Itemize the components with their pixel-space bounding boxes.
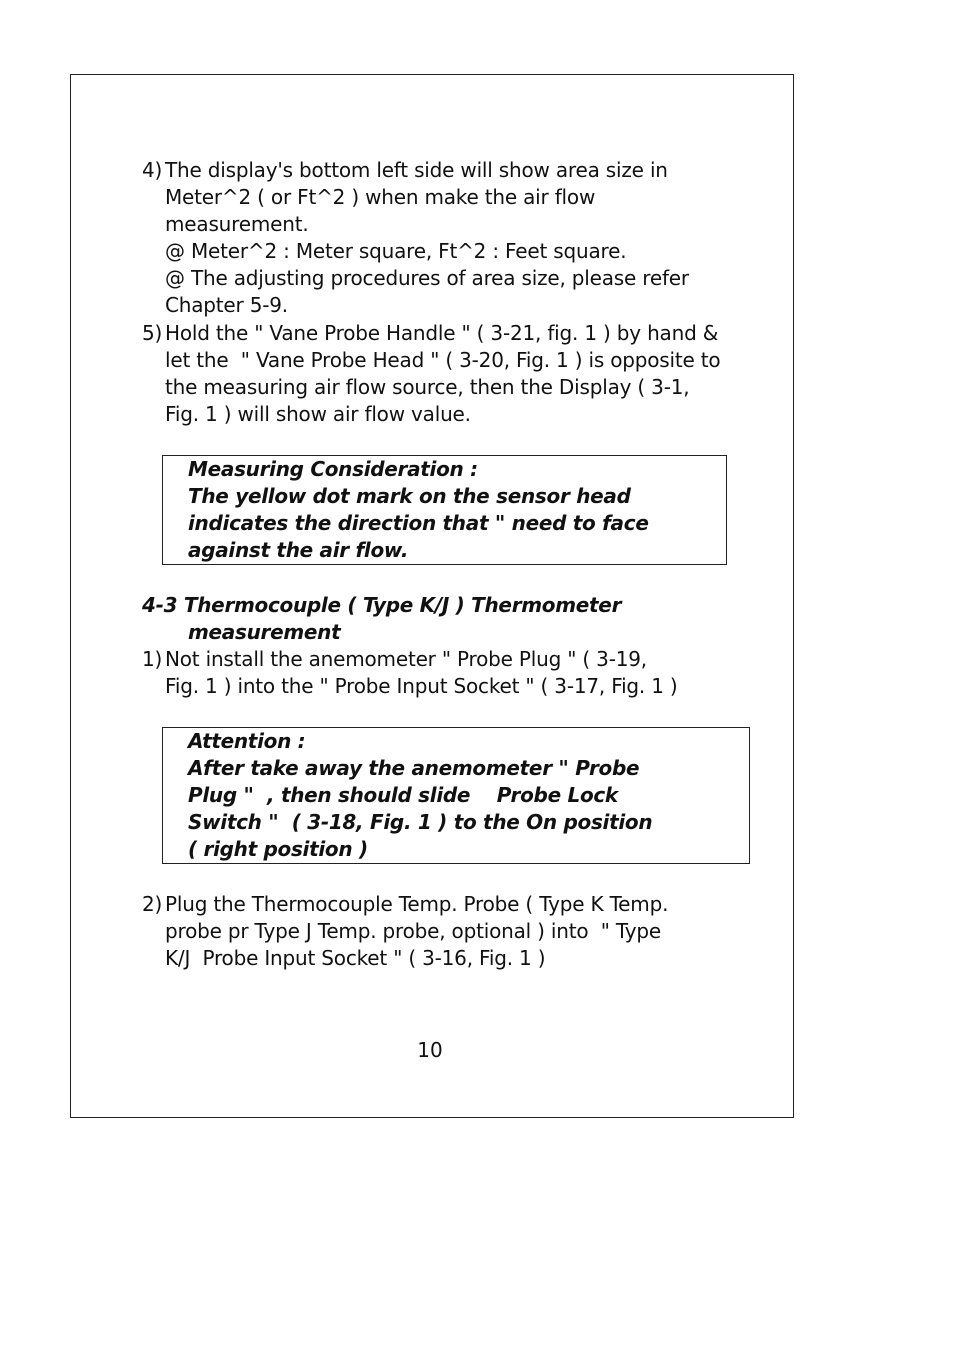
box2-heading: Attention : (188, 729, 306, 753)
item-4-line: Chapter 5-9. (165, 293, 288, 317)
item-1-number: 1) (142, 647, 163, 671)
item-4-line: Meter^2 ( or Ft^2 ) when make the air flow (165, 185, 596, 209)
item-4-line: @ The adjusting procedures of area size, please refer (165, 266, 689, 290)
item-4-line: The display's bottom left side will show area size in (165, 158, 668, 182)
box1-heading: Measuring Consideration : (188, 457, 478, 481)
item-1-line: Fig. 1 ) into the " Probe Input Socket " ( 3-17, Fig. 1 ) (165, 674, 678, 698)
box1-line: indicates the direction that " need to face (188, 511, 649, 535)
item-5-line: Fig. 1 ) will show air flow value. (165, 402, 471, 426)
item-5-line: Hold the " Vane Probe Handle " ( 3-21, fig. 1 ) by hand & (165, 321, 719, 345)
box1-line: The yellow dot mark on the sensor head (188, 484, 631, 508)
item-1-line: Not install the anemometer " Probe Plug " ( 3-19, (165, 647, 647, 671)
section-heading-cont: measurement (188, 620, 341, 644)
item-4-number: 4) (142, 158, 163, 182)
box2-line: Switch " ( 3-18, Fig. 1 ) to the On position (188, 810, 653, 834)
item-5-line: let the " Vane Probe Head " ( 3-20, Fig. 1 ) is opposite to (165, 348, 721, 372)
item-2-number: 2) (142, 892, 163, 916)
box2-line: ( right position ) (188, 837, 368, 861)
item-2-line: K/J Probe Input Socket " ( 3-16, Fig. 1 ) (165, 946, 546, 970)
item-2-line: Plug the Thermocouple Temp. Probe ( Type K Temp. (165, 892, 669, 916)
item-5-number: 5) (142, 321, 163, 345)
item-4-line: measurement. (165, 212, 309, 236)
item-5-line: the measuring air flow source, then the Display ( 3-1, (165, 375, 690, 399)
box2-line: After take away the anemometer " Probe (188, 756, 640, 780)
item-2-line: probe pr Type J Temp. probe, optional ) into " Type (165, 919, 662, 943)
section-heading: 4-3 Thermocouple ( Type K/J ) Thermometer (142, 593, 622, 617)
box1-line: against the air flow. (188, 538, 409, 562)
page-number: 10 (417, 1038, 443, 1062)
item-4-line: @ Meter^2 : Meter square, Ft^2 : Feet square. (165, 239, 627, 263)
box2-line: Plug " , then should slide Probe Lock (188, 783, 618, 807)
